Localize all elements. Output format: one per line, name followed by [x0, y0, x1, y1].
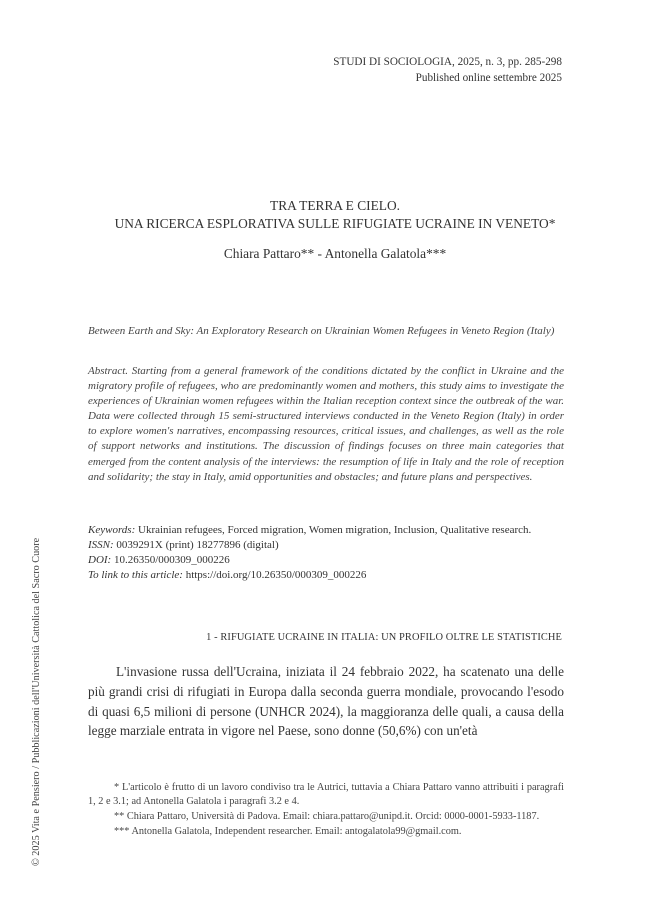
- link-label: To link to this article:: [88, 569, 183, 581]
- published-date: Published online settembre 2025: [415, 72, 562, 84]
- footnotes: [88, 781, 564, 840]
- footnote-1: * L'articolo è frutto di un lavoro condiviso tra le Autrici, tuttavia a Chiara Pattaro vanno attribuiti i paragrafi 1, 2 e 3.1; ad Antonella Galatola i paragrafi 3.2 e 4.: [88, 782, 564, 807]
- keywords-value: Ukrainian refugees, Forced migration, Women migration, Inclusion, Qualitative research.: [138, 524, 532, 536]
- journal-header: [333, 54, 562, 86]
- title-line-1: TRA TERRA E CIELO.: [270, 198, 400, 213]
- article-link: [88, 568, 564, 583]
- abstract: Abstract. Starting from a general framework of the conditions dictated by the conflict in Ukraine and the migratory profile of refugees, who are predominantly women and mothers, this study aims to investigate the experiences of Ukrainian women refugees within the Italian reception context since the outbreak of the war. Data were collected through 15 semi-structured interviews conducted in the Veneto Region (Italy) in order to explore women's narratives, encompassing resources, critical issues, and challenges, as well as the role of support networks and institutions. The discussion of findings focuses on three main categories that emerged from the content analysis of the interviews: the resumption of life in Italy and the role of reception and solidarity; the stay in Italy, amid opportunities and obstacles; and future plans and perspectives.: [88, 365, 564, 483]
- doi-label: DOI:: [88, 554, 112, 566]
- section-heading: 1 - RIFUGIATE UCRAINE IN ITALIA: UN PROFILO OLTRE LE STATISTICHE: [206, 632, 562, 643]
- footnote-2: ** Chiara Pattaro, Università di Padova. Email: chiara.pattaro@unipd.it. Orcid: 0000-0001-5933-1187.: [114, 811, 540, 822]
- footnote-3: *** Antonella Galatola, Independent researcher. Email: antogalatola99@gmail.com.: [114, 826, 462, 837]
- title-line-2: UNA RICERCA ESPLORATIVA SULLE RIFUGIATE UCRAINE IN VENETO*: [114, 216, 556, 231]
- keywords: [88, 523, 564, 538]
- body-paragraph: L'invasione russa dell'Ucraina, iniziata il 24 febbraio 2022, ha scatenato una delle più grandi crisi di rifugiati in Europa dalla seconda guerra mondiale, provocando l'esodo di quasi 6,5 milioni di persone (UNHCR 2024), la maggioranza delle quali, a causa della legge marziale entrata in vigore nel Paese, sono donne (50,6%) con un'età: [88, 664, 564, 739]
- keywords-label: Keywords:: [88, 524, 136, 536]
- issn-value: 0039291X (print) 18277896 (digital): [116, 539, 279, 551]
- issn-label: ISSN:: [88, 539, 114, 551]
- doi: [88, 553, 564, 568]
- authors: Chiara Pattaro** - Antonella Galatola***: [223, 246, 447, 261]
- link-url[interactable]: https://doi.org/10.26350/000309_000226: [185, 569, 367, 581]
- article-title: [60, 197, 610, 233]
- doi-value: 10.26350/000309_000226: [113, 554, 230, 566]
- copyright-side-note: © 2025 Vita e Pensiero / Pubblicazioni dell'Università Cattolica del Sacro Cuore: [31, 537, 42, 866]
- english-title: Between Earth and Sky: An Exploratory Research on Ukrainian Women Refugees in Veneto Region (Italy): [88, 325, 555, 337]
- article-metadata: [88, 523, 564, 583]
- issn: [88, 538, 564, 553]
- journal-citation: STUDI DI SOCIOLOGIA, 2025, n. 3, pp. 285-298: [333, 56, 562, 68]
